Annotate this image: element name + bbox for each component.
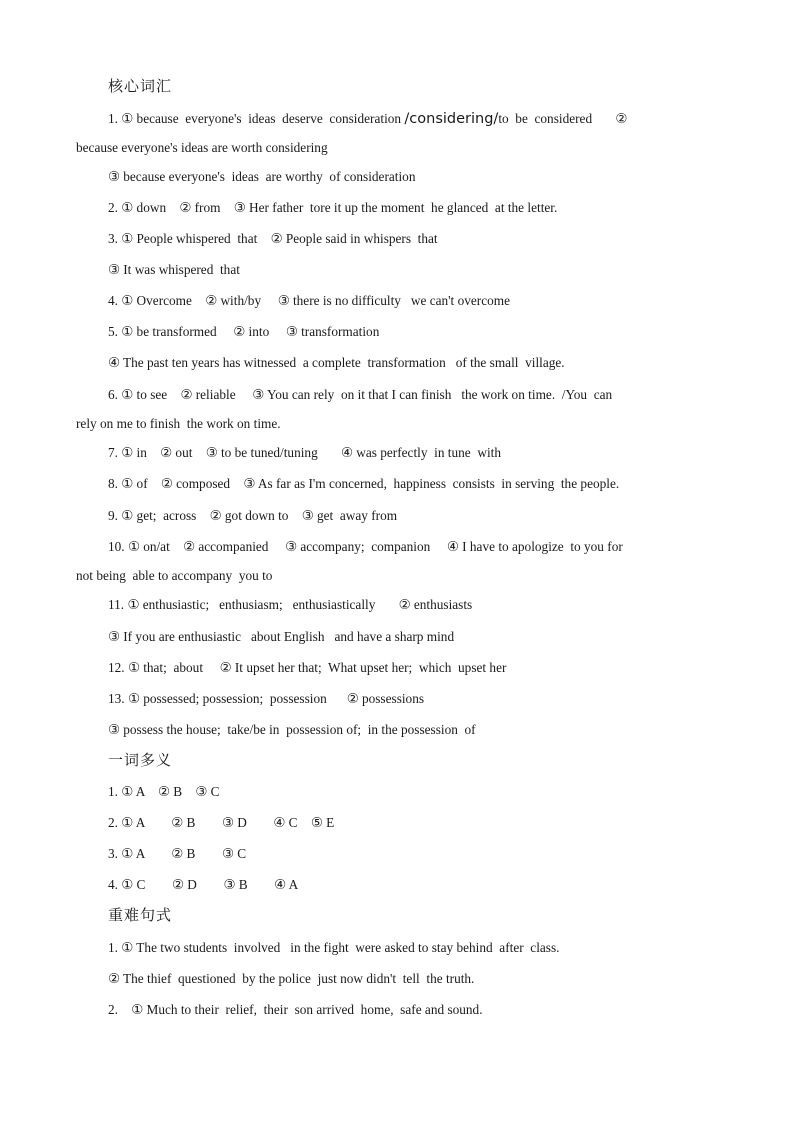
answer-line: because everyone's ideas are worth considering [76, 140, 328, 155]
answer-line: ③ If you are enthusiastic about English and have a sharp mind [108, 629, 455, 644]
answer-line: 9. ① get; across ② got down to ③ get away from [108, 508, 398, 523]
answer-fragment: /considering/ [404, 111, 499, 127]
answer-line: ③ because everyone's ideas are worthy of consideration [108, 169, 416, 184]
answer-line: rely on me to finish the work on time. [76, 416, 281, 431]
answer-line: 11. ① enthusiastic; enthusiasm; enthusiastically ② enthusiasts [108, 597, 473, 612]
answer-line: 6. ① to see ② reliable ③ You can rely on it that I can finish the work on time. /You can [108, 387, 613, 402]
answer-line: 5. ① be transformed ② into ③ transformation [108, 324, 380, 339]
section-heading-polysemy: 一词多义 [108, 751, 173, 769]
answer-line: 4. ① C ② D ③ B ④ A [108, 877, 299, 892]
answer-line: 10. ① on/at ② accompanied ③ accompany; companion ④ I have to apologize to you for [108, 539, 623, 554]
answer-line: 2. ① down ② from ③ Her father tore it up the moment he glanced at the letter. [108, 200, 558, 215]
answer-line: 3. ① People whispered that ② People said in whispers that [108, 231, 438, 246]
answer-line: ③ possess the house; take/be in possession of; in the possession of [108, 722, 476, 737]
answer-line: 3. ① A ② B ③ C [108, 846, 247, 861]
answer-line: 1. ① because everyone's ideas deserve consideration /considering/to be considered ② [108, 111, 628, 127]
answer-line: ③ It was whispered that [108, 262, 240, 277]
answer-line: not being able to accompany you to [76, 568, 273, 583]
answer-line: 7. ① in ② out ③ to be tuned/tuning ④ was perfectly in tune with [108, 445, 501, 460]
answer-line: 2. ① Much to their relief, their son arrived home, safe and sound. [108, 1002, 483, 1017]
answer-line: 13. ① possessed; possession; possession ② possessions [108, 691, 425, 706]
section-heading-core-vocabulary: 核心词汇 [108, 77, 173, 95]
answer-line: 8. ① of ② composed ③ As far as I'm concerned, happiness consists in serving the people. [108, 476, 620, 491]
answer-line: 1. ① The two students involved in the fight were asked to stay behind after class. [108, 940, 560, 955]
answer-line: ④ The past ten years has witnessed a complete transformation of the small village. [108, 355, 565, 370]
answer-line: 1. ① A ② B ③ C [108, 784, 220, 799]
answer-line: ② The thief questioned by the police just now didn't tell the truth. [108, 971, 475, 986]
section-heading-key-sentences: 重难句式 [108, 906, 173, 924]
answer-line: 2. ① A ② B ③ D ④ C ⑤ E [108, 815, 335, 830]
answer-line: 4. ① Overcome ② with/by ③ there is no difficulty we can't overcome [108, 293, 510, 308]
answer-line: 12. ① that; about ② It upset her that; What upset her; which upset her [108, 660, 507, 675]
